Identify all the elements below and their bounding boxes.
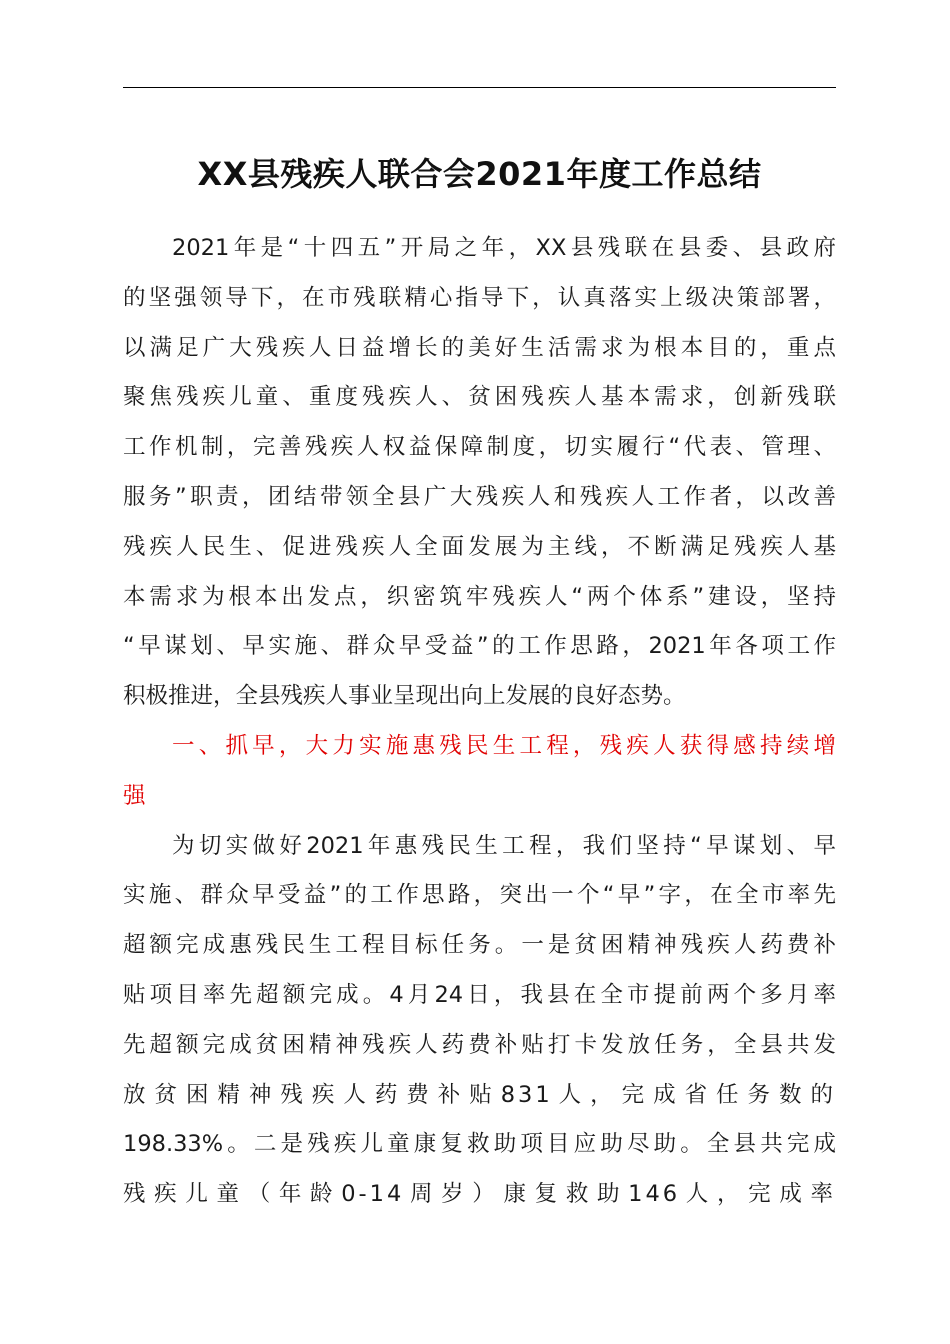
paragraph-line: 贴项目率先超额完成。4月24日，我县在全市提前两个多月率 [123,981,836,1008]
page-title: XX县残疾人联合会2021年度工作总结 [197,155,762,193]
intro-paragraph [123,224,836,722]
paragraph-line: 超额完成惠残民生工程目标任务。一是贫困精神残疾人药费补 [123,932,836,959]
paragraph-line: 2021年是“十四五”开局之年，XX县残联在县委、县政府 [172,235,836,261]
paragraph-line: 的坚强领导下，在市残联精心指导下，认真落实上级决策部署， [123,284,836,311]
paragraph-line: 本需求为根本出发点，织密筑牢残疾人“两个体系”建设，坚持 [123,583,836,610]
paragraph-line: 以满足广大残疾人日益增长的美好生活需求为根本目的，重点 [123,334,836,361]
paragraph-line: “早谋划、早实施、群众早受益”的工作思路，2021年各项工作 [123,633,836,660]
heading-line: 一、抓早，大力实施惠残民生工程，残疾人获得感持续增 [172,732,836,759]
paragraph-line: 服务”职责，团结带领全县广大残疾人和残疾人工作者，以改善 [123,483,836,510]
paragraph-line: 聚焦残疾儿童、重度残疾人、贫困残疾人基本需求，创新残联 [123,384,836,411]
header-rule [123,87,836,88]
document-body [123,224,836,1220]
paragraph-line: 工作机制，完善残疾人权益保障制度，切实履行“代表、管理、 [123,434,836,461]
paragraph-line: 先超额完成贫困精神残疾人药费补贴打卡发放任务，全县共发 [123,1031,836,1058]
paragraph-line: 残疾人民生、促进残疾人全面发展为主线，不断满足残疾人基 [123,533,836,560]
paragraph-line: 198.33%。二是残疾儿童康复救助项目应助尽助。全县共完成 [123,1131,836,1158]
heading-line: 强 [123,782,146,809]
paragraph-line: 放贫困精神残疾人药费补贴831人，完成省任务数的 [123,1081,836,1108]
section-heading-1 [123,722,836,822]
paragraph-line: 残疾儿童（年龄0-14周岁）康复救助146人，完成率 [123,1181,836,1208]
paragraph-line: 积极推进，全县残疾人事业呈现出向上发展的良好态势。 [123,683,686,710]
paragraph-line: 为切实做好2021年惠残民生工程，我们坚持“早谋划、早 [172,832,836,859]
paragraph-line: 实施、群众早受益”的工作思路，突出一个“早”字，在全市率先 [123,882,836,909]
section-1-paragraph [123,822,836,1220]
